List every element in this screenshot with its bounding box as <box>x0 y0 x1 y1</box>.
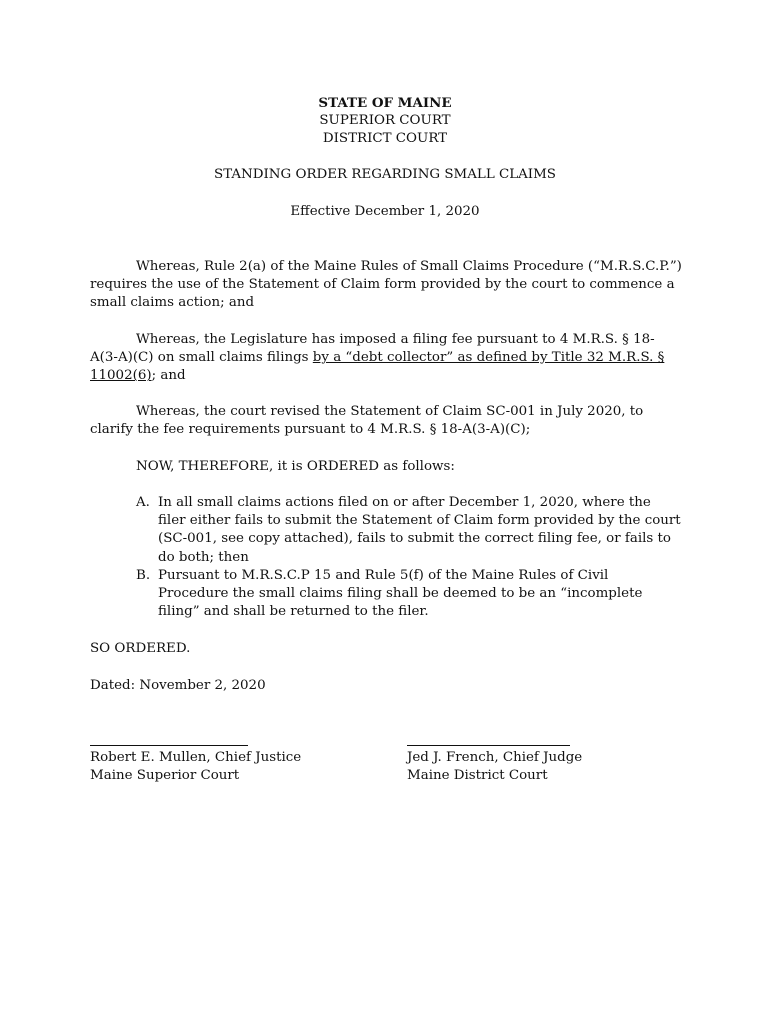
list-item-text: Pursuant to M.R.S.C.P 15 and Rule 5(f) of the Maine Rules of Civil Procedure the small claims filing shall be deemed to be an “incomplete filing” and shall be returned to the filer. <box>158 568 643 620</box>
dated-line: Dated: November 2, 2020 <box>90 678 266 693</box>
court-header <box>0 94 770 149</box>
signature-block-district <box>407 745 582 785</box>
signer-name: Robert E. Mullen, Chief Justice <box>90 750 302 765</box>
list-marker: A. <box>136 495 150 510</box>
order-title: STANDING ORDER REGARDING SMALL CLAIMS <box>214 167 556 182</box>
order-item-a <box>136 494 682 567</box>
effective-date: Effective December 1, 2020 <box>290 204 480 219</box>
paragraph-2-tail: ; and <box>151 368 186 384</box>
ordered-paragraph: NOW, THEREFORE, it is ORDERED as follows: <box>136 459 455 474</box>
state-heading: STATE OF MAINE <box>318 95 452 111</box>
whereas-paragraph-2 <box>90 331 682 386</box>
signer-court: Maine Superior Court <box>90 768 240 784</box>
whereas-paragraph-1: Whereas, Rule 2(a) of the Maine Rules of Small Claims Procedure (“M.R.S.C.P.”) requires the use of the Statement of Claim form provided by the court to commence a small claims action; and <box>90 259 682 311</box>
signer-court: Maine District Court <box>407 768 548 784</box>
paragraph-2-text: Whereas, the Legislature has imposed a filing fee pursuant to 4 M.R.S. § 18-A(3-A)(C) on small claims filings <box>90 332 655 366</box>
signature-line <box>90 745 248 746</box>
list-item-text: In all small claims actions filed on or after December 1, 2020, where the filer either fails to submit the Statement of Claim form provided by the court (SC-001, see copy attached), fails to submit the correct filing fee, or fails to do both; then <box>158 495 681 565</box>
list-marker: B. <box>136 568 151 583</box>
order-item-b <box>136 567 682 622</box>
whereas-paragraph-3: Whereas, the court revised the Statement of Claim SC-001 in July 2020, to clarify the fee requirements pursuant to 4 M.R.S. § 18-A(3-A)(C); <box>90 404 644 438</box>
superior-court-heading: SUPERIOR COURT <box>319 113 451 129</box>
so-ordered-text: SO ORDERED. <box>90 641 191 656</box>
signature-block-superior <box>90 745 301 785</box>
debt-collector-underlined-text: by a “debt collector” as defined by Title 32 M.R.S. § 11002(6) <box>90 350 665 384</box>
district-court-heading: DISTRICT COURT <box>322 131 448 147</box>
signature-line <box>407 745 570 746</box>
signer-name: Jed J. French, Chief Judge <box>407 750 583 765</box>
